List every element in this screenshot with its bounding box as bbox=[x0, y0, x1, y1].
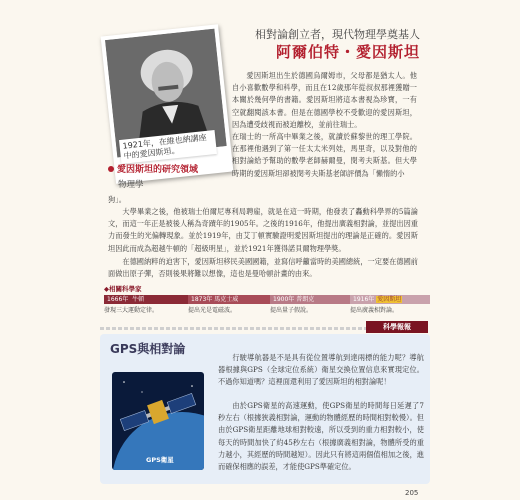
gps-paragraph-2: 由於GPS衛星的高速運動，使GPS衛星的時間每日延遲了7秒左右（根據狹義相對論，運動的物體經歷的時間相對較慢）。但由於GPS衛星距離地球相對較遠，所以受到的重力相對較小，使每天的時間加快了約45秒左右（根據廣義相對論，物體所受的重力越小，其經歷的時間越短）。因此只有將這兩個值相加之後，進而確保相應的誤差，才能使GPS準確定位。 bbox=[218, 401, 424, 472]
gps-paragraph-1: 行駛導航器是不是具有從位置導航到達兩標的能力呢？導航器根據與GPS（全球定位系統）衛星交換位置信息來實現定位。不過你知道嗎？這裡面還利用了愛因斯坦的相對論呢！ bbox=[218, 353, 424, 387]
page-title: 阿爾伯特・愛因斯坦 bbox=[275, 43, 420, 61]
page-number: 205 bbox=[405, 489, 419, 497]
image-label: GPS衛星 bbox=[146, 456, 174, 464]
research-field-heading bbox=[108, 162, 198, 175]
intro-text-1: 愛因斯坦出生於德國烏爾姆市，父母都是猶太人。他自小喜歡數學和科學，而且在12歲那年從叔叔那裡獲贈一本關於幾何學的書籍。愛因斯坦將這本書視為珍寶，一有空就翻閱該本書。但是在德國學校不受歡迎的愛因斯坦，因為遭受歧視而被迫離校，並前往瑞士。 bbox=[232, 71, 417, 129]
science-box-title: GPS與相對論 bbox=[110, 342, 186, 356]
career-paragraph: 大學畢業之後，他被瑞士伯爾尼專利局聘雇，就是在這一時期，他發表了轟動科學界的5篇論文，而這一年正是被後人稱為奇蹟年的1905年。之後的1916年，他提出廣義相對論，並提出因重力而發生的光偏轉現象。並於1919年，由艾丁頓實驗證明愛因斯坦提出的理論是正確的。愛因斯坦因此而成為超越牛頓的「超級明星」，並於1921年獲得諾貝爾物理學獎。 bbox=[108, 207, 418, 253]
emigration-paragraph: 在德國納粹的迫害下，愛因斯坦移民美國國籍，並寫信呼籲當時的美國總統，一定要在德國前面做出原子彈，否則後果將難以想像，這也是曼哈頓計畫的由來。 bbox=[108, 257, 418, 279]
research-field bbox=[108, 162, 198, 190]
intro-text-2: 在瑞士的一所高中畢業之後，就讀於蘇黎世的理工學院。在那裡他遇到了第一任太太米列娃，馬里奇，以及對他的相對論給予幫助的數學老師赫爾曼，閔考夫斯基。但大學時期的愛因斯坦卻被閔考夫斯基老師評價為「懶惰的小 bbox=[232, 132, 417, 178]
research-field-heading-text: 愛因斯坦的研究領域 bbox=[117, 165, 199, 175]
timeline-segment: 1873年 馬克士威 bbox=[188, 295, 270, 304]
timeline-title: ◆相關科學家 bbox=[104, 285, 142, 293]
science-box-tag: 科學報報 bbox=[366, 321, 428, 333]
research-field-value: 物理學 bbox=[118, 180, 144, 190]
timeline-note: 發現三大運動定律。 bbox=[104, 307, 159, 314]
timeline-segment: 1916年 愛因斯坦 bbox=[350, 295, 430, 304]
paragraph-continued: 狗」。 bbox=[108, 195, 126, 204]
timeline-bar bbox=[104, 295, 430, 304]
intro-paragraph bbox=[232, 70, 417, 180]
timeline-note: 提出廣義相對論。 bbox=[350, 307, 399, 314]
bullet-icon bbox=[108, 166, 114, 172]
timeline-note: 提出量子假說。 bbox=[270, 307, 313, 314]
timeline-segment: 1900年 普朗克 bbox=[270, 295, 350, 304]
photo-caption: 1921年，在維也納講座中的愛因斯坦。 bbox=[119, 130, 217, 164]
timeline-segment: 1666年 牛頓 bbox=[104, 295, 188, 304]
page-subtitle: 相對論創立者，現代物理學奠基人 bbox=[255, 28, 420, 41]
divider-stripes bbox=[100, 327, 366, 330]
timeline-note: 提出光是電磁波。 bbox=[188, 307, 237, 314]
